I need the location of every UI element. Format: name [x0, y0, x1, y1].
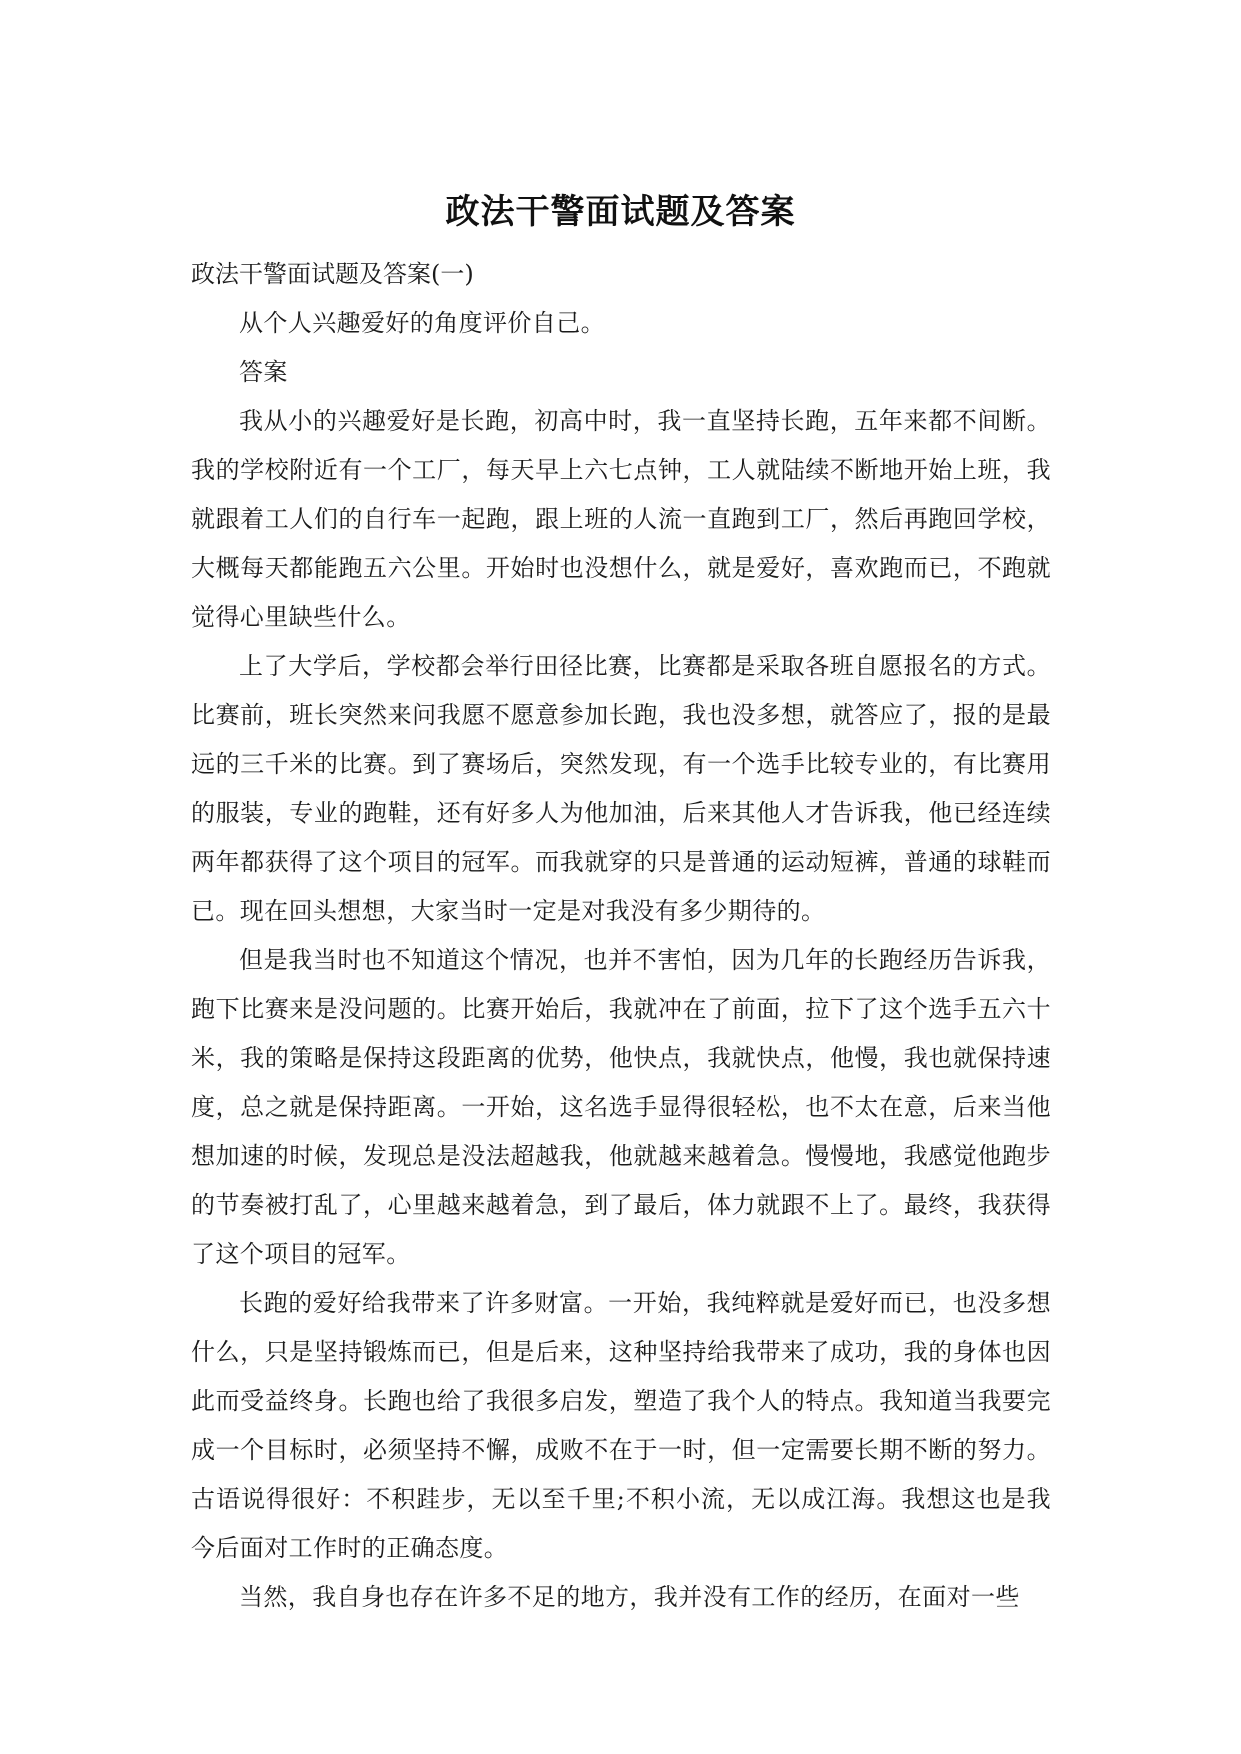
question-text: 从个人兴趣爱好的角度评价自己。	[239, 309, 605, 337]
answer-paragraph-2: 上了大学后，学校都会举行田径比赛，比赛都是采取各班自愿报名的方式。比赛前，班长突然来问我愿不愿意参加长跑，我也没多想，就答应了，报的是最远的三千米的比赛。到了赛场后，突然发现，有一个选手比较专业的，有比赛用的服装，专业的跑鞋，还有好多人为他加油，后来其他人才告诉我，他已经连续两年都获得了这个项目的冠军。而我就穿的只是普通的运动短裤，普通的球鞋而已。现在回头想想，大家当时一定是对我没有多少期待的。	[191, 652, 1051, 925]
answer-paragraph-1: 我从小的兴趣爱好是长跑，初高中时，我一直坚持长跑，五年来都不间断。我的学校附近有一个工厂，每天早上六七点钟，工人就陆续不断地开始上班，我就跟着工人们的自行车一起跑，跟上班的人流一直跑到工厂，然后再跑回学校，大概每天都能跑五六公里。开始时也没想什么，就是爱好，喜欢跑而已，不跑就觉得心里缺些什么。	[191, 407, 1051, 631]
answer-label: 答案	[239, 358, 288, 386]
document-title: 政法干警面试题及答案	[445, 192, 796, 232]
answer-paragraph-5: 当然，我自身也存在许多不足的地方，我并没有工作的经历，在面对一些	[239, 1583, 1020, 1611]
answer-paragraph-3: 但是我当时也不知道这个情况，也并不害怕，因为几年的长跑经历告诉我，跑下比赛来是没问题的。比赛开始后，我就冲在了前面，拉下了这个选手五六十米，我的策略是保持这段距离的优势，他快点，我就快点，他慢，我也就保持速度，总之就是保持距离。一开始，这名选手显得很轻松，也不太在意，后来当他想加速的时候，发现总是没法超越我，他就越来越着急。慢慢地，我感觉他跑步的节奏被打乱了，心里越来越着急，到了最后，体力就跟不上了。最终，我获得了这个项目的冠军。	[191, 946, 1051, 1268]
document-body	[191, 250, 1051, 1622]
answer-paragraph-4: 长跑的爱好给我带来了许多财富。一开始，我纯粹就是爱好而已，也没多想什么，只是坚持锻炼而已，但是后来，这种坚持给我带来了成功，我的身体也因此而受益终身。长跑也给了我很多启发，塑造了我个人的特点。我知道当我要完成一个目标时，必须坚持不懈，成败不在于一时，但一定需要长期不断的努力。古语说得很好：不积跬步，无以至千里;不积小流，无以成江海。我想这也是我今后面对工作时的正确态度。	[191, 1289, 1051, 1562]
section-heading: 政法干警面试题及答案(一)	[191, 260, 474, 288]
